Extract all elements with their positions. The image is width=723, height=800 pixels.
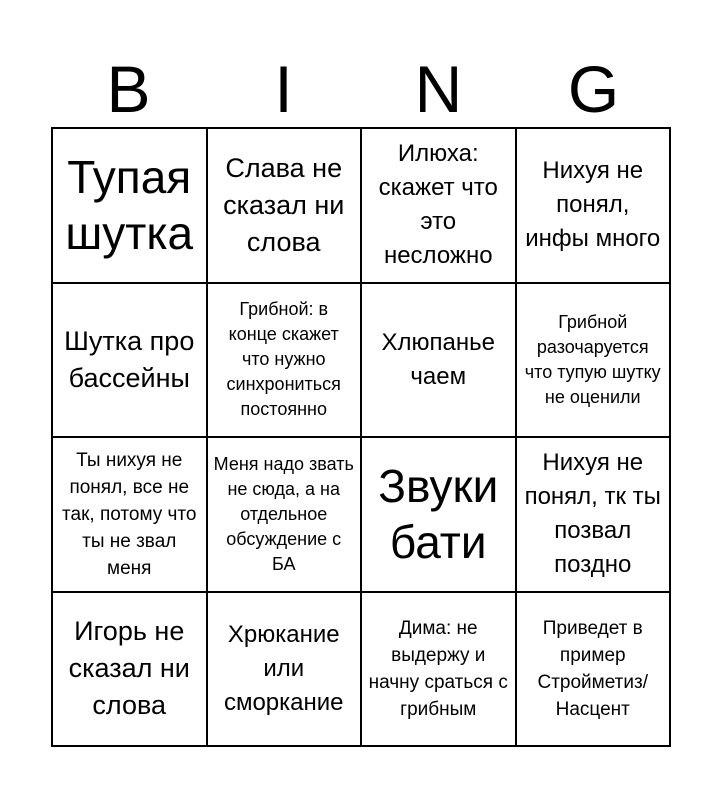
bingo-cell-r3-c1[interactable] (53, 438, 208, 593)
cell-text: Звуки бати (378, 460, 499, 569)
bingo-cell-r1-c3[interactable] (362, 129, 517, 284)
bingo-cell-r4-c3[interactable] (362, 593, 517, 748)
bingo-header (51, 52, 671, 126)
cell-text: Дима: не выдержу и начну сраться с грибным (368, 617, 508, 720)
cell-text: Приведет в пример Стройметиз/Насцент (537, 617, 648, 720)
cell-text: Илюха: скажет что это несложно (378, 140, 498, 270)
cell-text: Нихуя не понял, инфы много (525, 157, 661, 253)
header-letter-i: I (274, 52, 293, 126)
cell-text: Нихуя не понял, тк ты позвал поздно (524, 449, 661, 579)
bingo-cell-r4-c2[interactable] (208, 593, 363, 748)
header-letter-n: N (414, 52, 463, 126)
cell-text: Ты нихуя не понял, все не так, потому что ты не звал меня (62, 449, 197, 579)
bingo-cell-r2-c2[interactable] (208, 284, 363, 439)
bingo-cell-r3-c3[interactable] (362, 438, 517, 593)
bingo-cell-r1-c2[interactable] (208, 129, 363, 284)
bingo-cell-r2-c3[interactable] (362, 284, 517, 439)
cell-text: Грибной разочаруется что тупую шутку не оценили (524, 311, 661, 407)
bingo-cell-r3-c4[interactable] (517, 438, 672, 593)
bingo-cell-r2-c4[interactable] (517, 284, 672, 439)
bingo-cell-r4-c4[interactable] (517, 593, 672, 748)
cell-text: Грибной: в конце скажет что нужно синхрониться постоянно (226, 299, 341, 420)
header-letter-g: G (567, 52, 620, 126)
cell-text: Меня надо звать не сюда, а на отдельное обсуждение с БА (213, 453, 354, 574)
bingo-grid (51, 127, 671, 747)
cell-text: Хлюпанье чаем (381, 328, 495, 390)
bingo-cell-r3-c2[interactable] (208, 438, 363, 593)
header-letter-b: B (106, 52, 151, 126)
bingo-cell-r1-c1[interactable] (53, 129, 208, 284)
cell-text: Игорь не сказал ни слова (68, 616, 190, 721)
cell-text: Слава не сказал ни слова (223, 152, 345, 257)
bingo-cell-r4-c1[interactable] (53, 593, 208, 748)
bingo-cell-r1-c4[interactable] (517, 129, 672, 284)
cell-text: Тупая шутка (65, 151, 194, 260)
cell-text: Шутка про бассейны (64, 325, 195, 393)
bingo-cell-r2-c1[interactable] (53, 284, 208, 439)
cell-text: Хрюкание или сморкание (223, 620, 344, 716)
